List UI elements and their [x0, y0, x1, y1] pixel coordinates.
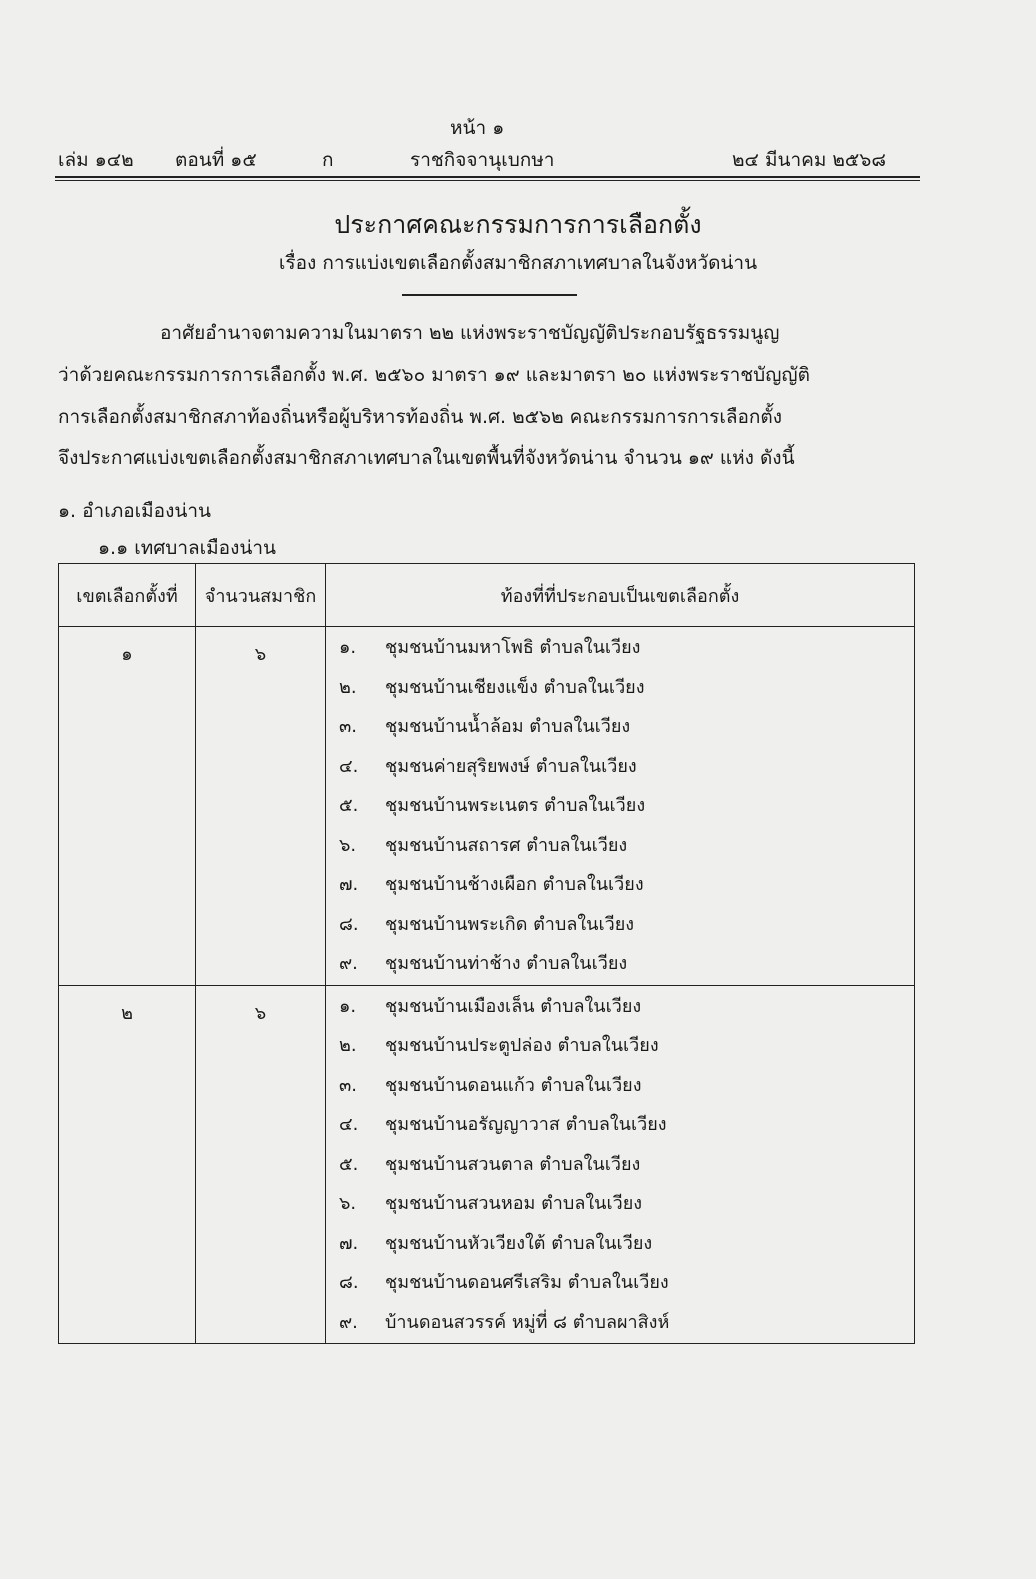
list-item	[327, 1303, 913, 1343]
item-text: ชุมชนบ้านเมืองเล็น ตำบลในเวียง	[385, 995, 642, 1017]
list-item	[327, 668, 913, 708]
list-item	[327, 1184, 913, 1224]
item-number: ๔.	[339, 755, 359, 777]
item-number: ๖.	[339, 834, 357, 856]
item-text: ชุมชนบ้านเชียงแข็ง ตำบลในเวียง	[385, 676, 645, 698]
item-number: ๗.	[339, 1232, 359, 1254]
item-text: ชุมชนบ้านดอนแก้ว ตำบลในเวียง	[385, 1074, 642, 1096]
member-count: ๖	[196, 985, 326, 1344]
item-number: ๕.	[339, 795, 359, 816]
item-text: ชุมชนบ้านน้ำล้อม ตำบลในเวียง	[385, 716, 631, 737]
list-item	[327, 944, 913, 984]
paragraph-line: อาศัยอำนาจตามความในมาตรา ๒๒ แห่งพระราชบัญญัติประกอบรัฐธรรมนูญ	[160, 322, 780, 344]
header-zone: เขตเลือกตั้งที่	[59, 564, 196, 627]
item-number: ๓.	[339, 1074, 358, 1096]
table-header-row	[59, 564, 915, 627]
item-text: ชุมชนบ้านสวนหอม ตำบลในเวียง	[385, 1193, 643, 1214]
header-members: จำนวนสมาชิก	[196, 564, 326, 627]
item-number: ๓.	[339, 716, 358, 737]
zone-number: ๒	[59, 985, 196, 1344]
item-number: ๑.	[339, 995, 357, 1017]
issue: ตอนที่ ๑๕	[175, 149, 257, 171]
item-text: ชุมชนบ้านพระเกิด ตำบลในเวียง	[385, 913, 635, 935]
header-rule	[55, 176, 920, 178]
item-text: ชุมชนบ้านดอนศรีเสริม ตำบลในเวียง	[385, 1272, 669, 1293]
item-text: ชุมชนบ้านท่าช้าง ตำบลในเวียง	[385, 953, 628, 974]
item-text: ชุมชนบ้านประตูปล่อง ตำบลในเวียง	[385, 1035, 659, 1056]
paragraph-line: ว่าด้วยคณะกรรมการการเลือกตั้ง พ.ศ. ๒๕๖๐ มาตรา ๑๙ และมาตรา ๒๐ แห่งพระราชบัญญัติ	[58, 364, 810, 386]
item-number: ๕.	[339, 1153, 359, 1175]
item-text: ชุมชนค่ายสุริยพงษ์ ตำบลในเวียง	[385, 755, 637, 777]
area-list	[326, 627, 915, 986]
municipality-heading: ๑.๑ เทศบาลเมืองน่าน	[98, 537, 277, 559]
volume: เล่ม ๑๔๒	[58, 149, 134, 171]
header-areas: ท้องที่ที่ประกอบเป็นเขตเลือกตั้ง	[326, 564, 915, 627]
item-number: ๘.	[339, 1272, 359, 1293]
table-row	[59, 627, 915, 986]
area-list	[326, 985, 915, 1344]
document-subtitle: เรื่อง การแบ่งเขตเลือกตั้งสมาชิกสภาเทศบาลในจังหวัดน่าน	[278, 252, 758, 274]
list-item	[327, 865, 913, 905]
list-item	[327, 1145, 913, 1185]
table-row	[59, 985, 915, 1344]
district-heading: ๑. อำเภอเมืองน่าน	[58, 500, 212, 522]
item-number: ๗.	[339, 874, 359, 895]
item-number: ๔.	[339, 1114, 359, 1135]
item-number: ๖.	[339, 1193, 357, 1214]
item-number: ๘.	[339, 913, 359, 935]
list-item	[327, 905, 913, 945]
list-item	[327, 1105, 913, 1145]
item-text: ชุมชนบ้านอรัญญาวาส ตำบลในเวียง	[385, 1114, 667, 1135]
item-number: ๙.	[339, 953, 358, 974]
header-rule-thin	[55, 180, 920, 181]
list-item	[327, 628, 913, 668]
member-count: ๖	[196, 627, 326, 986]
item-number: ๙.	[339, 1311, 358, 1333]
list-item	[327, 987, 913, 1027]
item-text: ชุมชนบ้านช้างเผือก ตำบลในเวียง	[385, 874, 644, 895]
list-item	[327, 786, 913, 826]
paragraph-line: การเลือกตั้งสมาชิกสภาท้องถิ่นหรือผู้บริหารท้องถิ่น พ.ศ. ๒๕๖๒ คณะกรรมการการเลือกตั้ง	[58, 406, 783, 428]
item-number: ๑.	[339, 637, 357, 658]
date: ๒๔ มีนาคม ๒๕๖๘	[732, 149, 887, 171]
item-text: ชุมชนบ้านพระเนตร ตำบลในเวียง	[385, 795, 646, 816]
list-item	[327, 1263, 913, 1303]
zone-number: ๑	[59, 627, 196, 986]
list-item	[327, 707, 913, 747]
item-text: บ้านดอนสวรรค์ หมู่ที่ ๘ ตำบลผาสิงห์	[385, 1311, 670, 1333]
document-title: ประกาศคณะกรรมการการเลือกตั้ง	[334, 210, 702, 239]
list-item	[327, 747, 913, 787]
gazette-name: ราชกิจจานุเบกษา	[410, 149, 555, 171]
item-text: ชุมชนบ้านสวนตาล ตำบลในเวียง	[385, 1153, 641, 1175]
page-number: หน้า ๑	[450, 117, 505, 139]
item-number: ๒.	[339, 676, 357, 698]
list-item	[327, 826, 913, 866]
electoral-zones-table	[58, 563, 915, 1344]
title-divider	[402, 294, 577, 296]
list-item	[327, 1066, 913, 1106]
list-item	[327, 1224, 913, 1264]
item-text: ชุมชนบ้านสถารศ ตำบลในเวียง	[385, 834, 628, 856]
item-number: ๒.	[339, 1035, 357, 1056]
paragraph-line: จึงประกาศแบ่งเขตเลือกตั้งสมาชิกสภาเทศบาลในเขตพื้นที่จังหวัดน่าน จำนวน ๑๙ แห่ง ดังนี้	[58, 447, 795, 469]
list-item	[327, 1026, 913, 1066]
section: ก	[322, 149, 334, 171]
item-text: ชุมชนบ้านมหาโพธิ ตำบลในเวียง	[385, 637, 641, 658]
item-text: ชุมชนบ้านหัวเวียงใต้ ตำบลในเวียง	[385, 1232, 653, 1254]
